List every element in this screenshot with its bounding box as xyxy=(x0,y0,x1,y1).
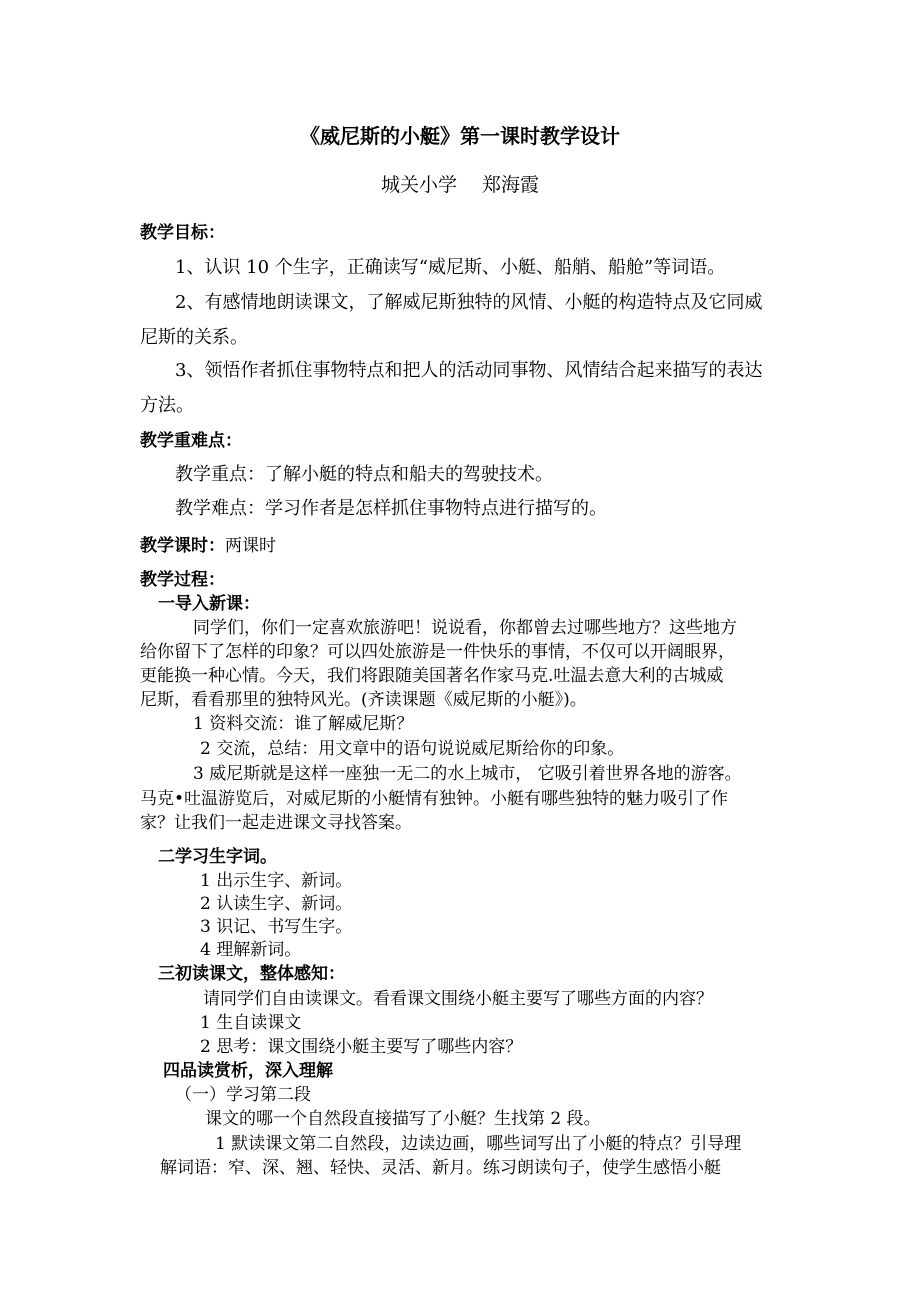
section-2-heading: 二学习生字词。 xyxy=(158,847,277,867)
section-1-para-line2: 给你留下了怎样的印象？可以四处旅游是一件快乐的事情，不仅可以开阔眼界， xyxy=(140,642,735,662)
objectives-heading: 教学目标： xyxy=(140,223,225,243)
objective-3-line2: 方法。 xyxy=(140,395,194,416)
section-1-item-3-line3: 家？让我们一起走进课文寻找答案。 xyxy=(140,813,412,833)
section-1-item-3-line2: 马克•吐温游览后，对威尼斯的小艇情有独钟。小艇有哪些独特的魅力吸引了作 xyxy=(140,789,729,809)
section-2-item-4: 4 理解新词。 xyxy=(200,940,302,960)
teaching-hours xyxy=(140,535,276,557)
key-point-difficulty: 教学难点：学习作者是怎样抓住事物特点进行描写的。 xyxy=(175,498,607,519)
section-4-heading: 四品读赏析，深入理解 xyxy=(163,1061,333,1081)
objective-1: 1、认识 10 个生字，正确读写“威尼斯、小艇、船艄、船舱”等词语。 xyxy=(175,257,726,278)
process-heading: 教学过程： xyxy=(140,570,225,590)
section-1-para-line3: 更能换一种心情。今天，我们将跟随美国著名作家马克.吐温去意大利的古城威 xyxy=(140,666,724,686)
objective-3-line1: 3、领悟作者抓住事物特点和把人的活动同事物、风情结合起来描写的表达 xyxy=(175,360,763,381)
section-1-para-line1: 同学们，你们一定喜欢旅游吧！说说看，你都曾去过哪些地方？这些地方 xyxy=(193,618,737,638)
section-1-item-3-line1: 3 威尼斯就是这样一座独一无二的水上城市， 它吸引着世界各地的游客。 xyxy=(193,764,742,784)
section-4-para: 课文的哪一个自然段直接描写了小艇？生找第 2 段。 xyxy=(205,1109,601,1129)
section-2-item-3: 3 识记、书写生字。 xyxy=(200,917,353,937)
teaching-hours-value: 两课时 xyxy=(225,536,276,556)
key-points-heading: 教学重难点： xyxy=(140,431,242,451)
section-4-sub-heading: （一）学习第二段 xyxy=(175,1085,311,1105)
section-1-item-2: 2 交流，总结：用文章中的语句说说威尼斯给你的印象。 xyxy=(200,739,625,759)
document-title: 《威尼斯的小艇》第一课时教学设计 xyxy=(300,124,620,148)
section-2-item-1: 1 出示生字、新词。 xyxy=(200,871,353,891)
section-1-item-1: 1 资料交流：谁了解威尼斯？ xyxy=(193,714,414,734)
section-1-heading: 一导入新课： xyxy=(158,594,260,614)
section-3-item-1: 1 生自读课文 xyxy=(200,1013,302,1033)
section-2-item-2: 2 认读生字、新词。 xyxy=(200,894,353,914)
section-3-item-2: 2 思考：课文围绕小艇主要写了哪些内容？ xyxy=(200,1037,523,1057)
teaching-hours-label: 教学课时： xyxy=(140,536,225,556)
key-point-focus: 教学重点：了解小艇的特点和船夫的驾驶技术。 xyxy=(175,464,553,485)
objective-2-line2: 尼斯的关系。 xyxy=(140,327,248,348)
section-3-para: 请同学们自由读课文。看看课文围绕小艇主要写了哪些方面的内容？ xyxy=(203,989,713,1009)
section-1-para-line4: 尼斯，看看那里的独特风光。(齐读课题《威尼斯的小艇》)。 xyxy=(140,690,587,710)
section-3-heading: 三初读课文，整体感知： xyxy=(158,964,345,984)
author-line: 城关小学 郑海霞 xyxy=(380,174,540,196)
objective-2-line1: 2、有感情地朗读课文，了解威尼斯独特的风情、小艇的构造特点及它同威 xyxy=(175,292,763,313)
section-4-item-1-line2: 解词语：窄、深、翘、轻快、灵活、新月。练习朗读句子，使学生感悟小艇 xyxy=(160,1158,721,1178)
section-4-item-1-line1: 1 默读课文第二自然段，边读边画，哪些词写出了小艇的特点？引导理 xyxy=(215,1134,742,1154)
